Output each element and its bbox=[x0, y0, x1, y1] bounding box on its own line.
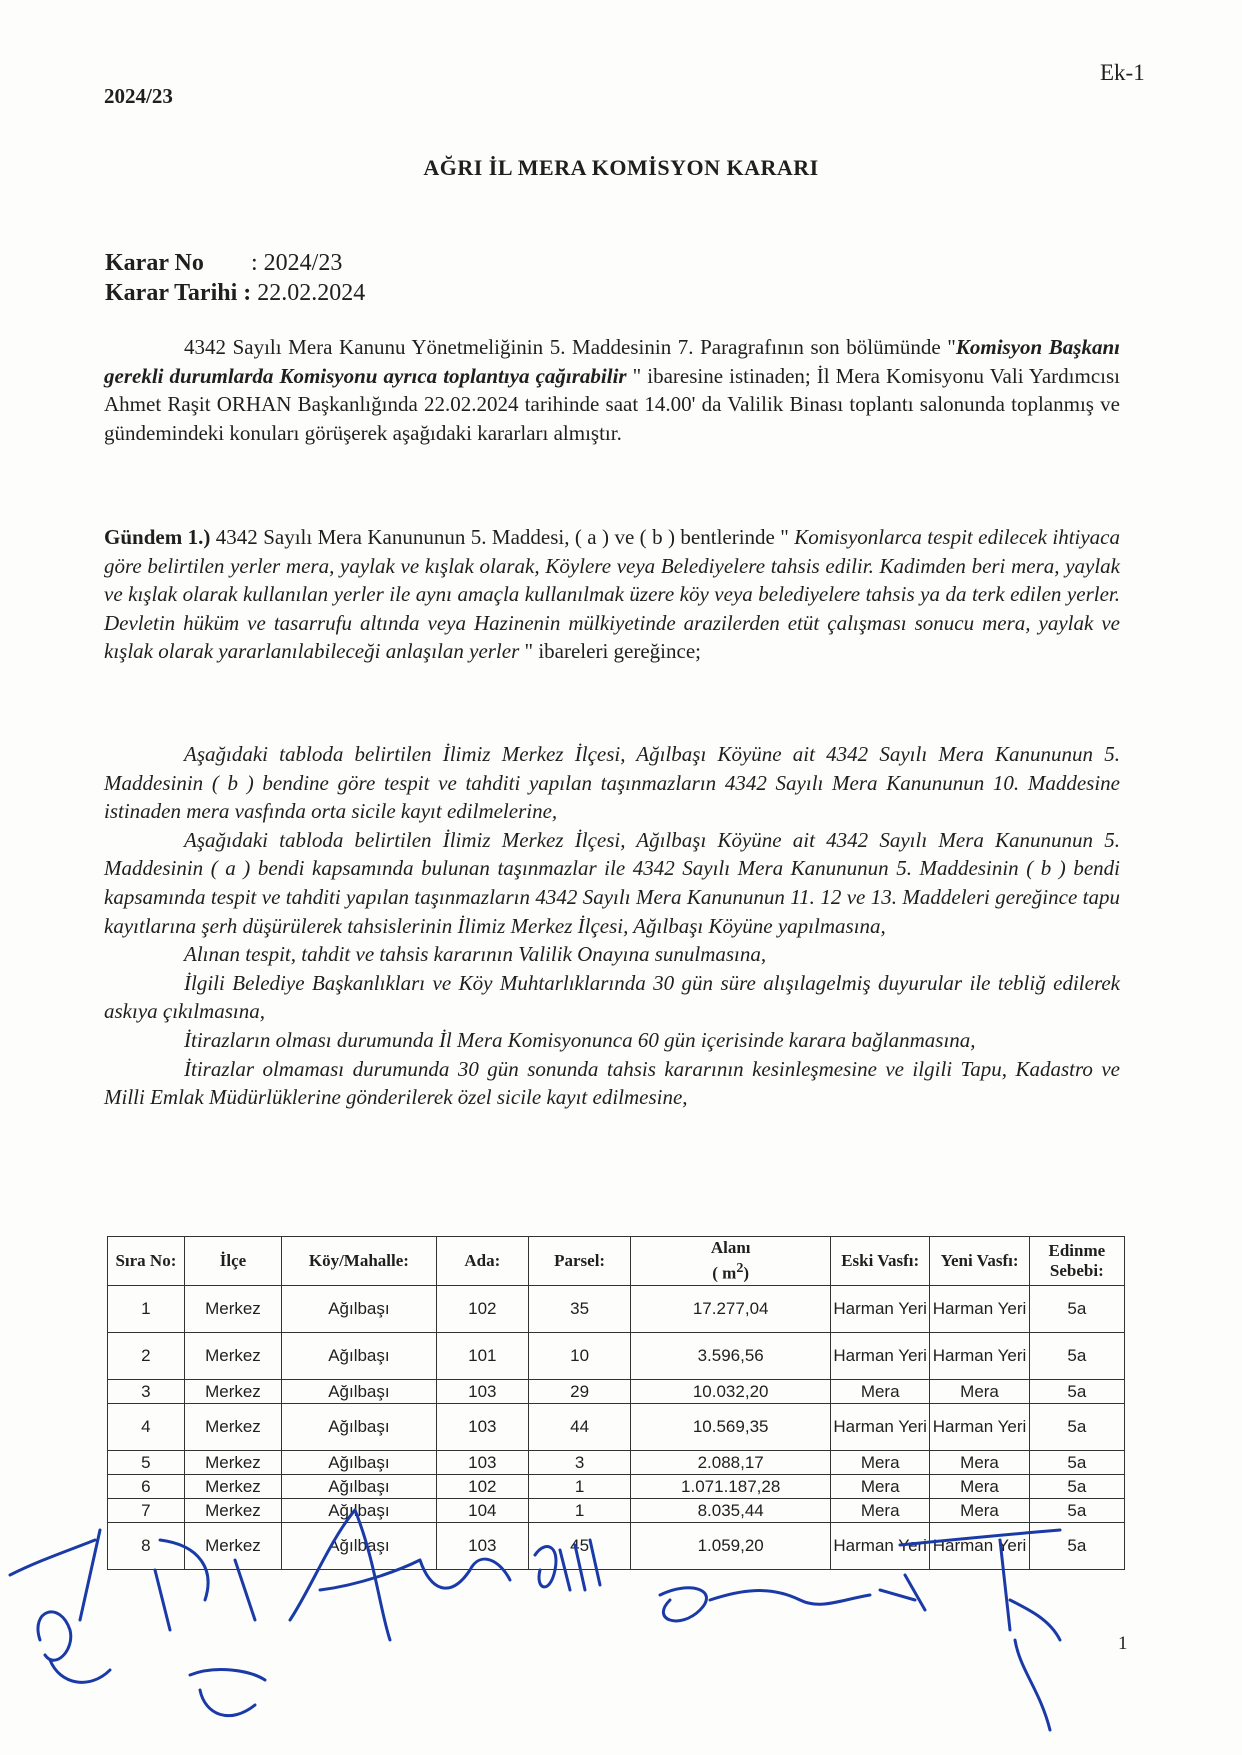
signature-1 bbox=[10, 1530, 110, 1682]
cell-no: 3 bbox=[108, 1380, 185, 1404]
decision-date-label: Karar Tarihi : bbox=[105, 280, 252, 306]
cell-acquisition: 5a bbox=[1029, 1499, 1124, 1523]
col-header-new-type: Yeni Vasfı: bbox=[930, 1237, 1029, 1286]
cell-block: 103 bbox=[436, 1380, 528, 1404]
cell-parcel: 1 bbox=[528, 1475, 630, 1499]
cell-old-type: Mera bbox=[831, 1475, 930, 1499]
decision-no-label: Karar No bbox=[105, 250, 204, 276]
cell-village: Ağılbaşı bbox=[282, 1451, 437, 1475]
cell-district: Merkez bbox=[184, 1286, 281, 1333]
cell-village: Ağılbaşı bbox=[282, 1333, 437, 1380]
cell-old-type: Mera bbox=[831, 1499, 930, 1523]
col-header-acquisition: Edinme Sebebi: bbox=[1029, 1237, 1124, 1286]
col-header-area: Alanı ( $m^2$) bbox=[631, 1237, 831, 1286]
table-header-row bbox=[108, 1237, 1125, 1286]
agenda-text-2: " ibareleri gereğince; bbox=[524, 639, 701, 664]
cell-block: 101 bbox=[436, 1333, 528, 1380]
cell-no: 8 bbox=[108, 1523, 185, 1570]
agenda-paragraph bbox=[104, 523, 1120, 666]
signature-6 bbox=[900, 1530, 1060, 1730]
cell-village: Ağılbaşı bbox=[282, 1499, 437, 1523]
cell-area: 8.035,44 bbox=[631, 1499, 831, 1523]
cell-new-type: Harman Yeri bbox=[930, 1333, 1029, 1380]
decision-item: Aşağıdaki tabloda belirtilen İlimiz Merkez İlçesi, Ağılbaşı Köyüne ait 4342 Sayılı Mera Kanununun 5. Maddesinin ( b ) bendine göre tespit ve tahditi yapılan taşınmazların 4342 Sayılı Mera Kanununun 10. Maddesine istinaden mera vasfında orta sicile kayıt edilmelerine, bbox=[104, 742, 1120, 824]
cell-parcel: 10 bbox=[528, 1333, 630, 1380]
decision-item: İlgili Belediye Başkanlıkları ve Köy Muhtarlıklarında 30 gün süre alışılagelmiş duyurular ile tebliğ edilerek askıya çıkılmasına, bbox=[104, 970, 1120, 1024]
intro-text-1: 4342 Sayılı Mera Kanunu Yönetmeliğinin 5. Maddesinin 7. Paragrafının son bölümünde " bbox=[184, 335, 956, 359]
decision-meta bbox=[105, 248, 365, 308]
cell-village: Ağılbaşı bbox=[282, 1286, 437, 1333]
cell-old-type: Mera bbox=[831, 1380, 930, 1404]
cell-acquisition: 5a bbox=[1029, 1475, 1124, 1499]
cell-parcel: 29 bbox=[528, 1380, 630, 1404]
decisions-block bbox=[104, 740, 1120, 1112]
col-header-no: Sıra No: bbox=[108, 1237, 185, 1286]
table-row bbox=[108, 1333, 1125, 1380]
cell-parcel: 1 bbox=[528, 1499, 630, 1523]
cell-area: 10.032,20 bbox=[631, 1380, 831, 1404]
cell-old-type: Mera bbox=[831, 1451, 930, 1475]
cell-parcel: 3 bbox=[528, 1451, 630, 1475]
cell-district: Merkez bbox=[184, 1475, 281, 1499]
cell-new-type: Mera bbox=[930, 1451, 1029, 1475]
cell-no: 5 bbox=[108, 1451, 185, 1475]
cell-acquisition: 5a bbox=[1029, 1404, 1124, 1451]
table-row bbox=[108, 1404, 1125, 1451]
decision-no-value: : 2024/23 bbox=[251, 250, 343, 276]
decision-item: Alınan tespit, tahdit ve tahsis kararının Valilik Onayına sunulmasına, bbox=[184, 942, 767, 967]
cell-area: 1.071.187,28 bbox=[631, 1475, 831, 1499]
signature-5 bbox=[660, 1575, 925, 1621]
cell-parcel: 45 bbox=[528, 1523, 630, 1570]
cell-area: 1.059,20 bbox=[631, 1523, 831, 1570]
cell-district: Merkez bbox=[184, 1523, 281, 1570]
cell-new-type: Harman Yeri bbox=[930, 1523, 1029, 1570]
signature-2 bbox=[155, 1540, 265, 1716]
intro-quote: Komisyon Başkanı gerekli durumlarda Komisyonu ayrıca toplantıya çağırabilir bbox=[104, 335, 1120, 388]
cell-new-type: Mera bbox=[930, 1499, 1029, 1523]
table-row bbox=[108, 1380, 1125, 1404]
cell-block: 102 bbox=[436, 1475, 528, 1499]
cell-village: Ağılbaşı bbox=[282, 1475, 437, 1499]
agenda-text-1: 4342 Sayılı Mera Kanununun 5. Maddesi, ( a ) ve ( b ) bentlerinde " bbox=[210, 525, 789, 549]
cell-acquisition: 5a bbox=[1029, 1333, 1124, 1380]
cell-area: 3.596,56 bbox=[631, 1333, 831, 1380]
cell-block: 103 bbox=[436, 1404, 528, 1451]
cell-old-type: Harman Yeri bbox=[831, 1523, 930, 1570]
cell-no: 1 bbox=[108, 1286, 185, 1333]
table-row bbox=[108, 1475, 1125, 1499]
cell-old-type: Harman Yeri bbox=[831, 1286, 930, 1333]
cell-acquisition: 5a bbox=[1029, 1451, 1124, 1475]
cell-parcel: 44 bbox=[528, 1404, 630, 1451]
cell-new-type: Harman Yeri bbox=[930, 1286, 1029, 1333]
cell-village: Ağılbaşı bbox=[282, 1523, 437, 1570]
agenda-quote: Komisyonlarca tespit edilecek ihtiyaca göre belirtilen yerler mera, yaylak ve kışlak olarak, Köylere veya Belediyelere tahsis edilir. Kadimden beri mera, yaylak ve kışlak olarak kullanılan yerler ile aynı amaçla kullanılmak üzere köy veya belediyelere tahsis ya da terk edilen yerler. Devletin hüküm ve tasarrufu altında veya Hazinenin mülkiyetinde arazilerden etüt çalışması sonucu mera, yaylak ve kışlak olarak yararlanılabileceği anlaşılan yerler bbox=[104, 525, 1121, 664]
document-title: AĞRI İL MERA KOMİSYON KARARI bbox=[423, 155, 819, 180]
intro-paragraph bbox=[104, 333, 1120, 447]
decision-date-row bbox=[105, 278, 365, 308]
cell-new-type: Mera bbox=[930, 1475, 1029, 1499]
table-row bbox=[108, 1451, 1125, 1475]
cell-village: Ağılbaşı bbox=[282, 1380, 437, 1404]
decision-item: İtirazların olması durumunda İl Mera Komisyonunca 60 gün içerisinde karara bağlanmasına, bbox=[184, 1027, 976, 1052]
agenda-label: Gündem 1.) bbox=[104, 525, 211, 549]
signature-4 bbox=[535, 1540, 600, 1590]
decision-item: İtirazlar olmaması durumunda 30 gün sonunda tahsis kararının kesinleşmesine ve ilgili Tapu, Kadastro ve Milli Emlak Müdürlüklerine gönderilerek özel sicile kayıt edilmesine, bbox=[104, 1056, 1120, 1110]
cell-block: 103 bbox=[436, 1523, 528, 1570]
col-header-district: İlçe bbox=[184, 1237, 281, 1286]
col-header-block: Ada: bbox=[436, 1237, 528, 1286]
table-row bbox=[108, 1286, 1125, 1333]
col-header-old-type: Eski Vasfı: bbox=[831, 1237, 930, 1286]
cell-area: 17.277,04 bbox=[631, 1286, 831, 1333]
cell-district: Merkez bbox=[184, 1451, 281, 1475]
col-header-parcel: Parsel: bbox=[528, 1237, 630, 1286]
signature-3 bbox=[290, 1510, 510, 1640]
cell-district: Merkez bbox=[184, 1404, 281, 1451]
cell-village: Ağılbaşı bbox=[282, 1404, 437, 1451]
cell-block: 103 bbox=[436, 1451, 528, 1475]
signatures bbox=[0, 1500, 1242, 1755]
decision-no-row bbox=[105, 248, 365, 278]
cell-district: Merkez bbox=[184, 1333, 281, 1380]
col-header-village: Köy/Mahalle: bbox=[282, 1237, 437, 1286]
cell-no: 4 bbox=[108, 1404, 185, 1451]
decision-date-value: 22.02.2024 bbox=[257, 280, 366, 306]
cell-no: 7 bbox=[108, 1499, 185, 1523]
cell-area: 2.088,17 bbox=[631, 1451, 831, 1475]
cell-new-type: Harman Yeri bbox=[930, 1404, 1029, 1451]
cell-acquisition: 5a bbox=[1029, 1380, 1124, 1404]
intro-text-2: " ibaresine istinaden; İl Mera Komisyonu Vali Yardımcısı Ahmet Raşit ORHAN Başkanlığında 22.02.2024 tarihinde saat 14.00' da Valilik Binası toplantı salonunda toplanmış ve gündemindeki konuları görüşerek aşağıdaki kararları almıştır. bbox=[104, 363, 1121, 445]
cell-acquisition: 5a bbox=[1029, 1523, 1124, 1570]
cell-district: Merkez bbox=[184, 1380, 281, 1404]
cell-acquisition: 5a bbox=[1029, 1286, 1124, 1333]
cell-old-type: Harman Yeri bbox=[831, 1333, 930, 1380]
cell-district: Merkez bbox=[184, 1499, 281, 1523]
cell-block: 104 bbox=[436, 1499, 528, 1523]
decision-item: Aşağıdaki tabloda belirtilen İlimiz Merkez İlçesi, Ağılbaşı Köyüne ait 4342 Sayılı Mera Kanununun 5. Maddesinin ( a ) bendi kapsamında bulunan taşınmazlar ile 4342 Sayılı Mera Kanununun 5. Maddesinin ( b ) bendi kapsamında tespit ve tahditi yapılan taşınmazların 4342 Sayılı Mera Kanununun 11. 12 ve 13. Maddeleri gereğince tapu kayıtlarına şerh düşürülerek tahsislerinin İlimiz Merkez İlçesi, Ağılbaşı Köyüne yapılmasına, bbox=[104, 827, 1120, 938]
cell-no: 2 bbox=[108, 1333, 185, 1380]
cell-old-type: Harman Yeri bbox=[831, 1404, 930, 1451]
page-number: 1 bbox=[1118, 1633, 1128, 1654]
cell-new-type: Mera bbox=[930, 1380, 1029, 1404]
decision-number-heading: 2024/23 bbox=[104, 84, 173, 108]
cell-block: 102 bbox=[436, 1286, 528, 1333]
cell-area: 10.569,35 bbox=[631, 1404, 831, 1451]
annex-label: Ek-1 bbox=[1100, 60, 1145, 85]
cell-no: 6 bbox=[108, 1475, 185, 1499]
cell-parcel: 35 bbox=[528, 1286, 630, 1333]
